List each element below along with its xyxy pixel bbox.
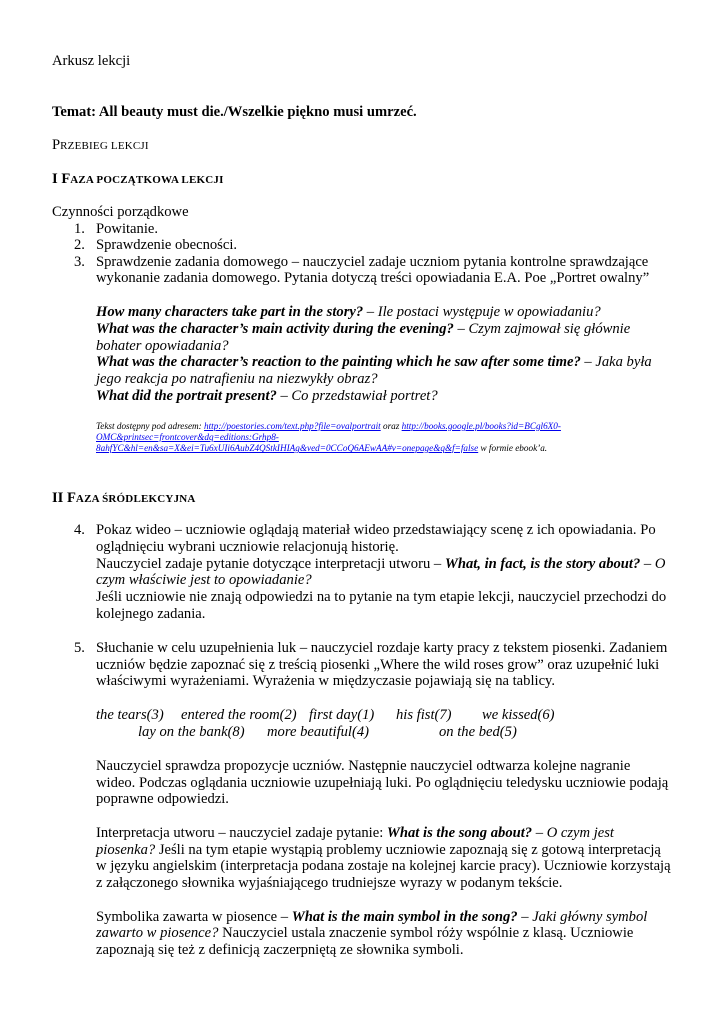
question-continued: bohater opowiadania? [96, 338, 229, 354]
source-note-line2 [96, 432, 279, 443]
paragraph-line: oglądnięciu wybrani uczniowie relacjonują historię. [96, 539, 399, 555]
paragraph-line: Interpretacja utworu – nauczyciel zadaje pytanie: What is the song about? – O czym jest [96, 825, 614, 841]
paragraph-line: z załączonego słownika wyjaśniającego trudniejsze wyrazy w podanym tekście. [96, 875, 563, 891]
word-bank-item: lay on the bank(8) [138, 724, 245, 740]
google-books-link-cont[interactable]: OMC&printsec=frontcover&dq=editions:Grhp8- [96, 432, 279, 442]
question: What did the portrait present? – Co przedstawiał portret? [96, 388, 438, 404]
list-number: 3. [74, 254, 85, 270]
list-number: 2. [74, 237, 85, 253]
question-continued: jego reakcja po natrafieniu na niezwykły obraz? [96, 371, 378, 387]
question: What was the character’s reaction to the painting which he saw after some time? – Jaka była [96, 354, 652, 370]
paragraph-line: poprawne odpowiedzi. [96, 791, 229, 807]
word-bank-item: the tears(3) [96, 707, 164, 723]
list-number: 5. [74, 640, 85, 656]
sheet-label: Arkusz lekcji [52, 53, 131, 69]
org-heading: Czynności porządkowe [52, 204, 189, 220]
paragraph-line: Słuchanie w celu uzupełnienia luk – nauczyciel rozdaje karty pracy z tekstem piosenki. Zadaniem [96, 640, 668, 656]
question: How many characters take part in the story? – Ile postaci występuje w opowiadaniu? [96, 304, 601, 320]
lesson-topic: Temat: All beauty must die./Wszelkie piękno musi umrzeć. [52, 104, 417, 120]
paragraph-line: wideo. Podczas oglądania uczniowie uzupełniają luki. Po oglądnięciu teledysku uczniowie podają [96, 775, 669, 791]
paragraph-line: Nauczyciel sprawdza propozycje uczniów. Następnie nauczyciel odtwarza kolejne nagranie [96, 758, 631, 774]
list-number: 4. [74, 522, 85, 538]
paragraph-line: Symbolika zawarta w piosence – What is the main symbol in the song? – Jaki główny symbol [96, 909, 648, 925]
list-item: Sprawdzenie obecności. [96, 237, 238, 253]
word-bank-item: we kissed(6) [482, 707, 555, 723]
word-bank-item: entered the room(2) [181, 707, 297, 723]
paragraph-line: Pokaz wideo – uczniowie oglądają materiał wideo przedstawiający scenę z ich opowiadania. Po [96, 522, 656, 538]
question: What was the character’s main activity during the evening? – Czym zajmował się głównie [96, 321, 631, 337]
google-books-link[interactable]: http://books.google.pl/books?id=BCgl6X0- [401, 421, 561, 431]
google-books-link-cont[interactable]: 8ahfYC&hl=en&sa=X&ei=Tu6xUIi6AubZ4QStkIHIAg&ved=0CCoQ6AEwAA#v=onepage&q&f=false [96, 443, 479, 453]
list-item-continued: wykonanie zadania domowego. Pytania dotyczą treści opowiadania E.A. Poe „Portret owalny” [96, 270, 650, 286]
phase1-heading: I FAZA POCZĄTKOWA LEKCJI [52, 171, 224, 187]
list-number: 1. [74, 221, 85, 237]
paragraph-line: zapoznają się też z definicją zaczerpniętą ze słownika symboli. [96, 942, 464, 958]
poestories-link[interactable]: http://poestories.com/text.php?file=ovalportrait [204, 421, 381, 431]
paragraph-line: zawarto w piosence? Nauczyciel ustala znaczenie symbol róży wspólnie z klasą. Uczniowie [96, 925, 634, 941]
word-bank-item: first day(1) [309, 707, 375, 723]
source-note: Tekst dostępny pod adresem: http://poestories.com/text.php?file=ovalportrait oraz http://books.google.pl/books?id=BCgl6X0- [96, 421, 561, 431]
word-bank-item: on the bed(5) [439, 724, 517, 740]
paragraph-line: czym właściwie jest to opowiadanie? [96, 572, 312, 588]
word-bank-item: more beautiful(4) [267, 724, 369, 740]
paragraph-line: właściwymi wyrażeniami. Wyrażenia w międzyczasie pojawiają się na tablicy. [96, 673, 556, 689]
phase2-heading: II FAZA ŚRÓDLEKCYJNA [52, 490, 196, 506]
paragraph-line: kolejnego zadania. [96, 606, 206, 622]
word-bank-item: his fist(7) [396, 707, 452, 723]
paragraph-line: uczniów będzie zapoznać się z treścią piosenki „Where the wild roses grow” oraz uzupełnić luki [96, 657, 660, 673]
source-note-line3: 8ahfYC&hl=en&sa=X&ei=Tu6xUIi6AubZ4QStkIHIAg&ved=0CCoQ6AEwAA#v=onepage&q&f=false w formie ebook’a. [96, 443, 548, 453]
paragraph-line: w języku angielskim (interpretacja podana zostaje na kolejnej karcie pracy). Uczniowie korzystają [96, 858, 671, 874]
paragraph-line: Nauczyciel zadaje pytanie dotyczące interpretacji utworu – What, in fact, is the story about? – O [96, 556, 666, 572]
paragraph-line: Jeśli uczniowie nie znają odpowiedzi na to pytanie na tym etapie lekcji, nauczyciel przechodzi do [96, 589, 667, 605]
list-item: Powitanie. [96, 221, 159, 237]
paragraph-line: piosenka? Jeśli na tym etapie wystąpią problemy uczniowie zapoznają się z gotową interpretacją [96, 842, 661, 858]
course-heading: PRZEBIEG LEKCJI [52, 137, 149, 153]
list-item: Sprawdzenie zadania domowego – nauczyciel zadaje uczniom pytania kontrolne sprawdzające [96, 254, 649, 270]
